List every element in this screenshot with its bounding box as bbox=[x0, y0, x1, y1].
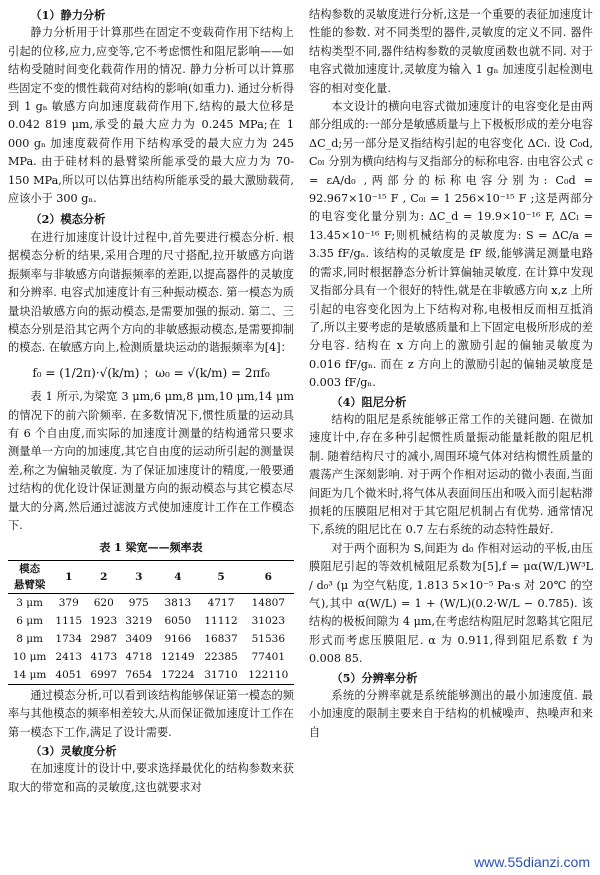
table-cell: 31023 bbox=[251, 614, 285, 627]
paragraph-modal-conclusion: 通过模态分析,可以看到该结构能够保证第一模态的频率与其他模态的频率相差较大,从而保证微加速度计工作在第一模态下工作,满足了设计需要. bbox=[8, 688, 294, 739]
table-cell: 31710 bbox=[199, 666, 242, 685]
table-row-label: 6 μm bbox=[16, 614, 44, 627]
section-title-modal-analysis: （2）模态分析 bbox=[30, 212, 106, 227]
table-row bbox=[8, 630, 294, 648]
paragraph-table-intro: 表 1 所示,为梁宽 3 μm,6 μm,8 μm,10 μm,14 μm 的情况下的前六阶频率. 在多数情况下,惯性质量的运动具有 6 个自由度,而实际的加速度计测量的结构通常只要求测量单一方向的加速度,其它自由度的运动所引起的测量误差,称之为偏轴灵敏度. 为了保证加速度计的精度,一般要通过结构的优化设计保证测量方向的振动模态与其它模态尽量大的分离,然后通过滤波方式使加速度计工作在工作模态下. bbox=[8, 390, 294, 532]
table-cell: 620 bbox=[93, 596, 114, 609]
table-cell: 11112 bbox=[204, 614, 238, 627]
table-col-header: 2 bbox=[86, 560, 121, 593]
table-cell: 4051 bbox=[51, 666, 86, 685]
table-row-label: 8 μm bbox=[16, 632, 44, 645]
table-cell: 3813 bbox=[164, 596, 192, 609]
table-cell: 77401 bbox=[251, 650, 285, 663]
paragraph-modal-analysis: 在进行加速度计设计过程中,首先要进行模态分析. 根据模态分析的结果,采用合理的尺寸搭配,拉开敏感方向谐振频率与非敏感方向谐振频率的差距,以提高器件的灵敏度和分辨率. 电容式加速度计有三种振动模态. 第一模态为质量块沿敏感方向的振动模态,是需要加强的振动. 第二、三模态分别是沿其它两个方向的非敏感振动模态,是需要抑制的模态. 在敏感方向上,检测质量块运动的谐振频率为[4]： bbox=[8, 230, 294, 355]
paragraph-sensitivity-cont: 结构参数的灵敏度进行分析,这是一个重要的表征加速度计性能的参数. 对不同类型的器件,灵敏度的定义不同. 器件结构类型不同,器件结构参数的灵敏度函数也就不同. 对于电容式微加速度计,灵敏度为输入 1 gₙ 加速度引起检测电容的相对变化量. bbox=[309, 8, 593, 95]
table-cell: 3219 bbox=[125, 614, 153, 627]
paragraph-capacitance: 本文设计的横向电容式微加速度计的电容变化是由两部分组成的:一部分是敏感质量与上下极板形成的差分电容 ΔC_d;另一部分是叉指结构引起的电容变化 ΔCₗ. 设 C₀d, C₀ₗ 分别为横向结构与叉指部分的标称电容. 由电容公式 c = εA/d₀ ,两部分的标称电容分别为: C₀d = 92.967×10⁻¹⁵ F , C₀ₗ = 1 256×10⁻¹⁵ F ;这是两部分的电容变化量分别为: ΔC_d = 19.9×10⁻¹⁶ F, ΔCₗ = 13.45×10⁻¹⁶ F;则机械结构的灵敏度为: S = ΔC/a = 3.35 fF/gₙ. 该结构的灵敏度是 fF 级,能够满足测量电路的需求,同时根据静态分析计算偏轴灵敏度. 在计算中发现叉指部分具有一个很好的特性,就是在非敏感方向 x,z 上所引起的电容变化因为上下结构对称,电极相反而相互抵消了,所以主要考虑的是敏感质量和上下固定电极所形成的差分电容. 结构在 x 方向上的激励引起的偏轴灵敏度为 0.016 fF/gₙ. 而在 z 方向上的激励引起的偏轴灵敏度是 0.003 fF/gₙ. bbox=[309, 100, 593, 390]
table-cell: 975 bbox=[128, 596, 149, 609]
table-cell: 6050 bbox=[164, 614, 192, 627]
right-column bbox=[309, 6, 593, 742]
paragraph-resolution: 系统的分辨率就是系统能够测出的最小加速度值. 最小加速度的限制主要来自于结构的机械噪声、热噪声和来自 bbox=[309, 689, 593, 739]
watermark: www.55dianzi.com bbox=[470, 853, 594, 871]
table-cell: 3409 bbox=[125, 632, 153, 645]
table-col-header: 4 bbox=[156, 560, 199, 593]
table-cell: 6997 bbox=[86, 666, 121, 685]
table-cell: 1115 bbox=[55, 614, 83, 627]
table-row-label: 14 μm bbox=[8, 666, 51, 685]
table-cell: 14807 bbox=[251, 596, 285, 609]
paragraph-sensitivity-start: 在加速度计的设计中,要求选择最优化的结构参数来获取大的带宽和高的灵敏度,这也就要求对 bbox=[8, 762, 294, 794]
table-cell: 7654 bbox=[121, 666, 156, 685]
table-corner-header bbox=[8, 560, 51, 593]
left-column bbox=[8, 6, 294, 797]
section-title-resolution: （5）分辨率分析 bbox=[331, 670, 418, 685]
resonance-frequency-formula: f₀ = (1/2π)·√(k/m) ；ω₀ = √(k/m) = 2πf₀ bbox=[32, 365, 270, 380]
table-cell: 51536 bbox=[251, 632, 285, 645]
table-cell: 17224 bbox=[156, 666, 199, 685]
table-cell: 12149 bbox=[161, 650, 195, 663]
section-title-sensitivity: （3）灵敏度分析 bbox=[30, 744, 117, 758]
table-cell: 1734 bbox=[55, 632, 83, 645]
table-row bbox=[8, 612, 294, 630]
table-caption: 表 1 梁宽——频率表 bbox=[99, 541, 203, 555]
table-cell: 16837 bbox=[204, 632, 238, 645]
paragraph-static-analysis: 静力分析用于计算那些在固定不变载荷作用下结构上引起的位移,应力,应变等,它不考虑惯性和阻尼影响——如结构受随时间变化载荷作用的情况. 静力分析可以计算那些固定不变的惯性载荷对结构的影响(如重力). 通过分析得到 1 gₙ 敏感方向加速度载荷作用下,结构的最大位移是 0.042 819 μm,承受的最大应力为 0.245 MPa;在 1 000 gₙ 加速度载荷作用下结构承受的最大应力为 245 MPa. 由于硅材料的悬臂梁所能承受的最大应力为 70-150 MPa,所以可以估算出结构所能承受的最大激励载荷,应该小于 300 gₙ. bbox=[8, 26, 294, 206]
table-cell: 2987 bbox=[90, 632, 118, 645]
table-col-header: 5 bbox=[199, 560, 242, 593]
table-cell: 4718 bbox=[125, 650, 153, 663]
table-cell: 9166 bbox=[164, 632, 192, 645]
table-col-header: 1 bbox=[51, 560, 86, 593]
table-cell: 2413 bbox=[55, 650, 83, 663]
table-head-mode: 模态 bbox=[19, 562, 41, 575]
table-row bbox=[8, 666, 294, 685]
table-row-label: 3 μm bbox=[16, 596, 44, 609]
table-col-header: 3 bbox=[121, 560, 156, 593]
table-row bbox=[8, 593, 294, 612]
table-cell: 379 bbox=[58, 596, 79, 609]
section-title-damping: （4）阻尼分析 bbox=[331, 394, 407, 409]
table-cell: 4173 bbox=[90, 650, 118, 663]
table-cell: 4717 bbox=[207, 596, 235, 609]
table-cell: 122110 bbox=[243, 666, 294, 685]
table-head-beam: 悬臂梁 bbox=[13, 578, 46, 591]
paragraph-damping: 结构的阻尼是系统能够正常工作的关键问题. 在微加速度计中,存在多种引起惯性质量振动能量耗散的阻尼机制. 随着结构尺寸的减小,周围环境气体对结构惯性质量的震荡产生深刻影响. 对于两个作相对运动的微小表面,当面间距为几个微米时,将气体从表面间压出和吸入而引起粘滞损耗的压膜阻尼相对于其它阻尼机制占有优势. 通常情况下,系统的阻尼比在 0.7 左右系统的动态特性最好. bbox=[309, 412, 593, 537]
section-title-static-analysis: （1）静力分析 bbox=[30, 8, 106, 22]
table-row bbox=[8, 648, 294, 666]
frequency-table bbox=[8, 560, 294, 685]
paragraph-squeeze-film: 对于两个面积为 S,间距为 d₀ 作相对运动的平板,由压膜阻尼引起的等效机械阻尼系数为[5],f = μα(W/L)W³L / d₀³ (μ 为空气粘度, 1.813 5×10⁻⁵ Pa·s 对 20℃ 的空气),其中 α(W/L) = 1 + (W/L)(0.2·W/L − 0.785). 该结构的极板间隙为 4 μm,在考虑结构阻尼时忽略其它阻尼形式而考虑压膜阻尼. α 为 0.911,得到阻尼系数 f 为 0.008 85. bbox=[309, 541, 593, 666]
table-cell: 22385 bbox=[204, 650, 238, 663]
table-row-label: 10 μm bbox=[12, 650, 47, 663]
table-cell: 1923 bbox=[90, 614, 118, 627]
table-col-header: 6 bbox=[243, 560, 294, 593]
